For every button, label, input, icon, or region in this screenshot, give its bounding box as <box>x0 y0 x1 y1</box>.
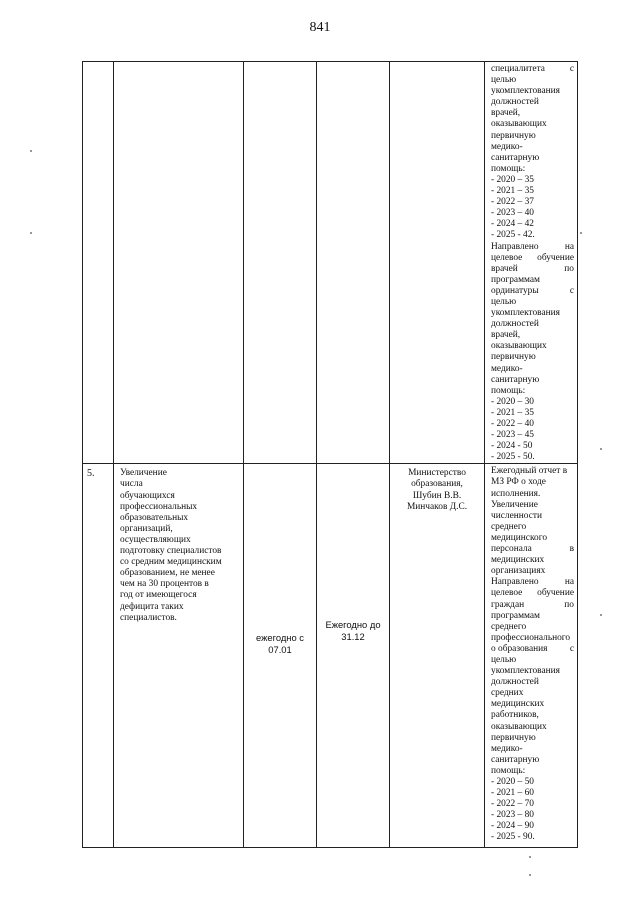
result-line <box>491 544 574 555</box>
result-line: численности <box>491 510 542 521</box>
responsible-cell <box>390 464 485 848</box>
end-date-cell <box>317 464 390 848</box>
scan-speck <box>529 856 531 858</box>
number-cell <box>83 62 114 464</box>
result-text <box>485 464 577 843</box>
result-line: работников, <box>491 710 539 721</box>
result-line: медицинского <box>491 532 548 543</box>
result-line: - 2025 - 90. <box>491 832 535 843</box>
page-number: 841 <box>309 20 331 35</box>
line-word: по <box>564 599 574 610</box>
result-line: - 2025 - 42. <box>491 230 535 241</box>
result-line: укомплектования <box>491 666 560 677</box>
line-word: по <box>564 263 574 274</box>
line-word: с <box>569 285 574 296</box>
responsible-cell <box>390 62 485 464</box>
result-line: - 2020 – 35 <box>491 174 534 185</box>
result-line: - 2021 – 35 <box>491 407 534 418</box>
scan-speck <box>30 150 32 152</box>
result-line <box>491 588 574 599</box>
result-line: медико- <box>491 141 523 152</box>
end-date-cell <box>317 62 390 464</box>
result-line: медико- <box>491 743 523 754</box>
start-date: ежегодно с 07.01 <box>256 632 304 655</box>
result-line: должностей <box>491 97 539 108</box>
result-line: - 2022 – 40 <box>491 419 534 429</box>
result-line: организациях <box>491 566 546 577</box>
result-line: санитарную <box>491 754 540 765</box>
start-date-cell <box>244 464 317 848</box>
result-line: - 2022 – 37 <box>491 197 534 208</box>
result-line: - 2024 – 90 <box>491 821 534 832</box>
responsible-line: Минчаков Д.С. <box>406 501 468 512</box>
scan-speck <box>600 448 602 450</box>
result-line: медико- <box>491 363 523 374</box>
line-word: обучение <box>537 252 574 263</box>
line-word: целевое <box>491 588 523 599</box>
result-line <box>491 253 574 264</box>
responsible-line: образования, <box>411 479 463 490</box>
result-line: среднего <box>491 621 527 632</box>
result-line: - 2020 – 30 <box>491 396 534 407</box>
table-row-continued <box>83 62 578 464</box>
result-line <box>491 264 574 275</box>
result-line: укомплектования <box>491 308 560 319</box>
result-line <box>491 64 574 75</box>
result-line: - 2023 – 40 <box>491 208 534 219</box>
line-word: о образования <box>491 643 548 654</box>
line-word: с <box>569 64 574 74</box>
line-word: обучение <box>537 588 574 599</box>
responsible-line: Шубин В.В. <box>412 490 462 501</box>
result-line: целью <box>491 654 517 665</box>
result-line: - 2020 – 50 <box>491 777 534 787</box>
result-line: - 2022 – 70 <box>491 799 534 810</box>
responsible-line: Министерство <box>408 468 466 479</box>
start-date-cell <box>244 62 317 464</box>
result-line: среднего <box>491 521 527 532</box>
scan-speck <box>580 232 582 234</box>
result-line: оказывающих <box>491 119 547 130</box>
line-word: в <box>569 544 574 555</box>
result-line: медицинских <box>491 555 545 566</box>
result-line: Ежегодный отчет в <box>491 466 568 477</box>
result-line: первичную <box>491 732 536 743</box>
line-word: Направлено <box>491 241 539 252</box>
scan-speck <box>30 232 32 234</box>
result-line: - 2025 - 50. <box>491 452 535 463</box>
result-line: санитарную <box>491 152 540 163</box>
line-word: персонала <box>491 544 532 555</box>
result-line: помощь: <box>491 163 526 174</box>
activity-cell <box>114 62 244 464</box>
result-line: профессионального <box>491 632 571 643</box>
result-line <box>491 286 574 297</box>
result-line: первичную <box>491 130 536 141</box>
activity-text: Увеличениечисла обучающихся профессиональных образовательных организаций, осуществляющих подготовку специалистов со средним медицинским образованием, не менее чем на 30 процентов в год от имеющегося дефицита таких специалистов. <box>120 468 222 623</box>
result-line: целью <box>491 296 517 307</box>
row-number: 5. <box>87 468 95 480</box>
result-line: целью <box>491 75 517 86</box>
line-word: на <box>564 577 574 588</box>
result-line: МЗ РФ о ходе <box>491 477 546 488</box>
result-line: - 2021 – 35 <box>491 186 534 197</box>
result-line <box>491 644 574 655</box>
result-line: помощь: <box>491 765 526 776</box>
result-line: исполнения. <box>491 488 541 499</box>
result-line: должностей <box>491 319 539 330</box>
scan-speck <box>600 614 602 616</box>
result-line <box>491 577 574 588</box>
responsible-text <box>390 464 484 512</box>
line-word: с <box>569 643 574 654</box>
result-line: - 2021 – 60 <box>491 788 534 799</box>
activity-word: числа <box>120 479 143 490</box>
line-word: врачей <box>491 263 518 274</box>
number-cell <box>83 464 114 848</box>
result-line: оказывающих <box>491 721 547 732</box>
result-line: программам <box>491 610 540 621</box>
plan-table <box>82 61 578 848</box>
result-cell <box>485 464 578 848</box>
result-line: - 2023 – 80 <box>491 810 534 821</box>
result-line: программам <box>491 274 540 285</box>
result-line: врачей, <box>491 330 521 341</box>
activity-cell <box>114 464 244 848</box>
result-line: медицинских <box>491 699 545 710</box>
scan-speck <box>529 874 531 876</box>
result-line: укомплектования <box>491 86 560 97</box>
result-text <box>485 62 577 463</box>
result-cell <box>485 62 578 464</box>
table-row-5 <box>83 464 578 848</box>
result-line: средних <box>491 688 524 699</box>
result-line: помощь: <box>491 385 526 396</box>
end-date: Ежегодно до 31.12 <box>325 619 381 642</box>
line-word: специалитета <box>491 64 545 74</box>
line-word: ординатуры <box>491 285 539 296</box>
result-line: - 2024 – 42 <box>491 219 534 230</box>
line-word: Направлено <box>491 577 539 588</box>
result-line <box>491 242 574 253</box>
result-line: оказывающих <box>491 341 547 352</box>
result-line: - 2024 - 50 <box>491 441 533 452</box>
result-line: - 2023 – 45 <box>491 430 534 441</box>
result-line: врачей, <box>491 108 521 119</box>
result-line: Увеличение <box>491 499 538 510</box>
result-line: санитарную <box>491 374 540 385</box>
line-word: на <box>564 241 574 252</box>
result-line <box>491 600 574 611</box>
result-line: первичную <box>491 352 536 363</box>
line-word: граждан <box>491 599 525 610</box>
line-word: целевое <box>491 252 523 263</box>
result-line: должностей <box>491 677 539 688</box>
